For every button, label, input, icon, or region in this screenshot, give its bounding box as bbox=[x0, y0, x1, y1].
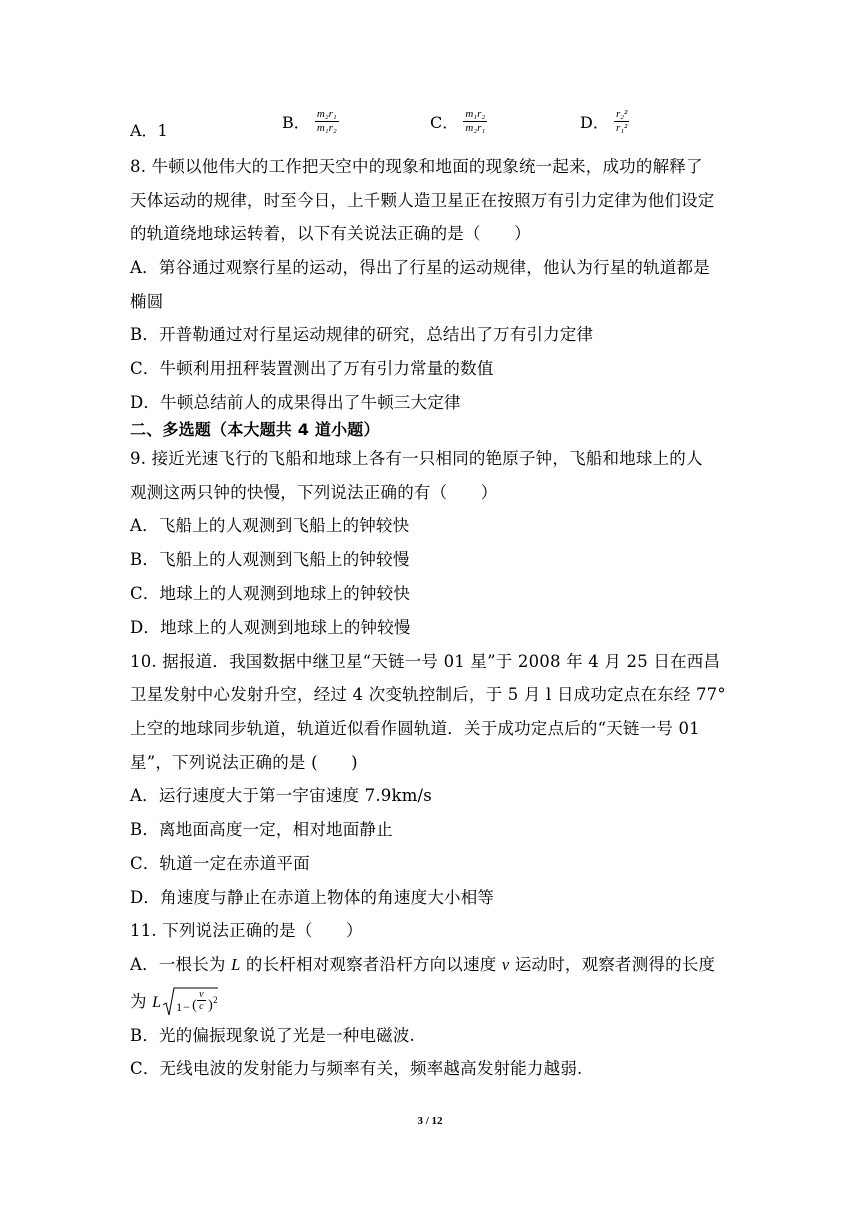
q7-option-c-fraction bbox=[463, 108, 487, 135]
fraction-denominator: m₁r₂ bbox=[316, 122, 337, 134]
variable-v: v bbox=[501, 955, 510, 974]
q9-option-a: A．飞船上的人观测到飞船上的钟较快 bbox=[130, 516, 410, 535]
text-segment: 为 bbox=[130, 992, 147, 1011]
fraction-numerator: r₂² bbox=[615, 108, 628, 120]
text-segment: 运动时，观察者测得的长度 bbox=[509, 955, 716, 974]
q11-stem: 11. 下列说法正确的是（ ） bbox=[130, 921, 363, 940]
q10-stem-line-1: 10. 据报道．我国数据中继卫星“天链一号 01 星”于 2008 年 4 月 25 日在西昌 bbox=[130, 652, 721, 671]
q7-option-b-label: B． bbox=[282, 113, 310, 132]
fraction-denominator: r₁² bbox=[615, 122, 628, 134]
formula-exponent: 2 bbox=[213, 995, 218, 1005]
q7-option-c-label: C． bbox=[430, 113, 459, 132]
q7-option-b-fraction bbox=[315, 108, 339, 135]
q9-option-b: B．飞船上的人观测到飞船上的钟较慢 bbox=[130, 550, 410, 569]
q11-option-a-line-1 bbox=[130, 953, 715, 977]
formula-v-over-c bbox=[197, 989, 206, 1012]
fraction-denominator: c bbox=[199, 1001, 204, 1012]
q7-option-c bbox=[430, 108, 487, 135]
q8-option-a-line-2: 椭圆 bbox=[130, 292, 164, 311]
q9-option-d: D．地球上的人观测到地球上的钟较慢 bbox=[130, 618, 411, 637]
fraction-numerator: v bbox=[199, 989, 204, 1000]
q8-option-b: B．开普勒通过对行星运动规律的研究，总结出了万有引力定律 bbox=[130, 325, 594, 344]
q7-option-d-label: D． bbox=[580, 113, 609, 132]
fraction-numerator: m₂r₁ bbox=[316, 108, 337, 120]
q9-option-c: C．地球上的人观测到地球上的钟较快 bbox=[130, 584, 411, 603]
q8-option-c: C．牛顿利用扭秤装置测出了万有引力常量的数值 bbox=[130, 359, 494, 378]
formula-one: 1 bbox=[176, 1000, 183, 1014]
q8-stem-line-3: 的轨道绕地球运转着，以下有关说法正确的是（ ） bbox=[130, 224, 531, 243]
q11-option-c: C．无线电波的发射能力与频率有关，频率越高发射能力越弱. bbox=[130, 1059, 583, 1078]
section-heading-multiple-choice: 二、多选题（本大题共 4 道小题） bbox=[130, 420, 380, 439]
q8-stem-line-2: 天体运动的规律，时至今日，上千颗人造卫星正在按照万有引力定律为他们设定 bbox=[130, 191, 715, 210]
q10-option-d: D．角速度与静止在赤道上物体的角速度大小相等 bbox=[130, 888, 495, 907]
q10-option-b: B．离地面高度一定，相对地面静止 bbox=[130, 820, 393, 839]
q8-stem-line-1: 8. 牛顿以他伟大的工作把天空中的现象和地面的现象统一起来，成功的解释了 bbox=[130, 157, 703, 176]
text-segment: A．一根长为 bbox=[130, 955, 232, 974]
length-contraction-formula bbox=[152, 985, 218, 1019]
q9-stem-line-1: 9. 接近光速飞行的飞船和地球上各有一只相同的铯原子钟，飞船和地球上的人 bbox=[130, 449, 703, 468]
formula-paren-open: ( bbox=[192, 998, 198, 1013]
q7-option-d-fraction bbox=[614, 108, 629, 135]
q8-option-d: D．牛顿总结前人的成果得出了牛顿三大定律 bbox=[130, 393, 461, 412]
q10-stem-line-2: 卫星发射中心发射升空，经过 4 次变轨控制后，于 5 月 l 日成功定点在东经 77° bbox=[130, 685, 726, 704]
q9-stem-line-2: 观测这两只钟的快慢，下列说法正确的有（ ） bbox=[130, 483, 498, 502]
q11-option-b: B．光的偏振现象说了光是一种电磁波. bbox=[130, 1026, 415, 1045]
q10-stem-line-3: 上空的地球同步轨道，轨道近似看作圆轨道．关于成功定点后的“天链一号 01 bbox=[130, 719, 700, 738]
formula-paren-close: ) bbox=[208, 998, 214, 1013]
text-segment: 的长杆相对观察者沿杆方向以速度 bbox=[240, 955, 502, 974]
q10-option-a: A．运行速度大于第一宇宙速度 7.9km/s bbox=[130, 786, 432, 805]
q7-option-b bbox=[282, 108, 339, 135]
fraction-denominator: m₂r₁ bbox=[465, 122, 486, 134]
fraction-numerator: m₁r₂ bbox=[465, 108, 486, 120]
page-number: 3 / 12 bbox=[417, 1115, 443, 1127]
q10-stem-line-4: 星”，下列说法正确的是 ( ) bbox=[130, 753, 358, 772]
formula-l: L bbox=[152, 994, 162, 1011]
formula-minus: − bbox=[183, 1000, 191, 1014]
q11-option-a-line-2 bbox=[130, 985, 218, 1021]
q7-option-a: A．1 bbox=[130, 121, 168, 140]
q8-option-a-line-1: A．第谷通过观察行星的运动，得出了行星的运动规律，他认为行星的轨道都是 bbox=[130, 258, 710, 277]
q7-option-d bbox=[580, 108, 629, 135]
q10-option-c: C．轨道一定在赤道平面 bbox=[130, 854, 310, 873]
variable-l: L bbox=[231, 955, 241, 974]
